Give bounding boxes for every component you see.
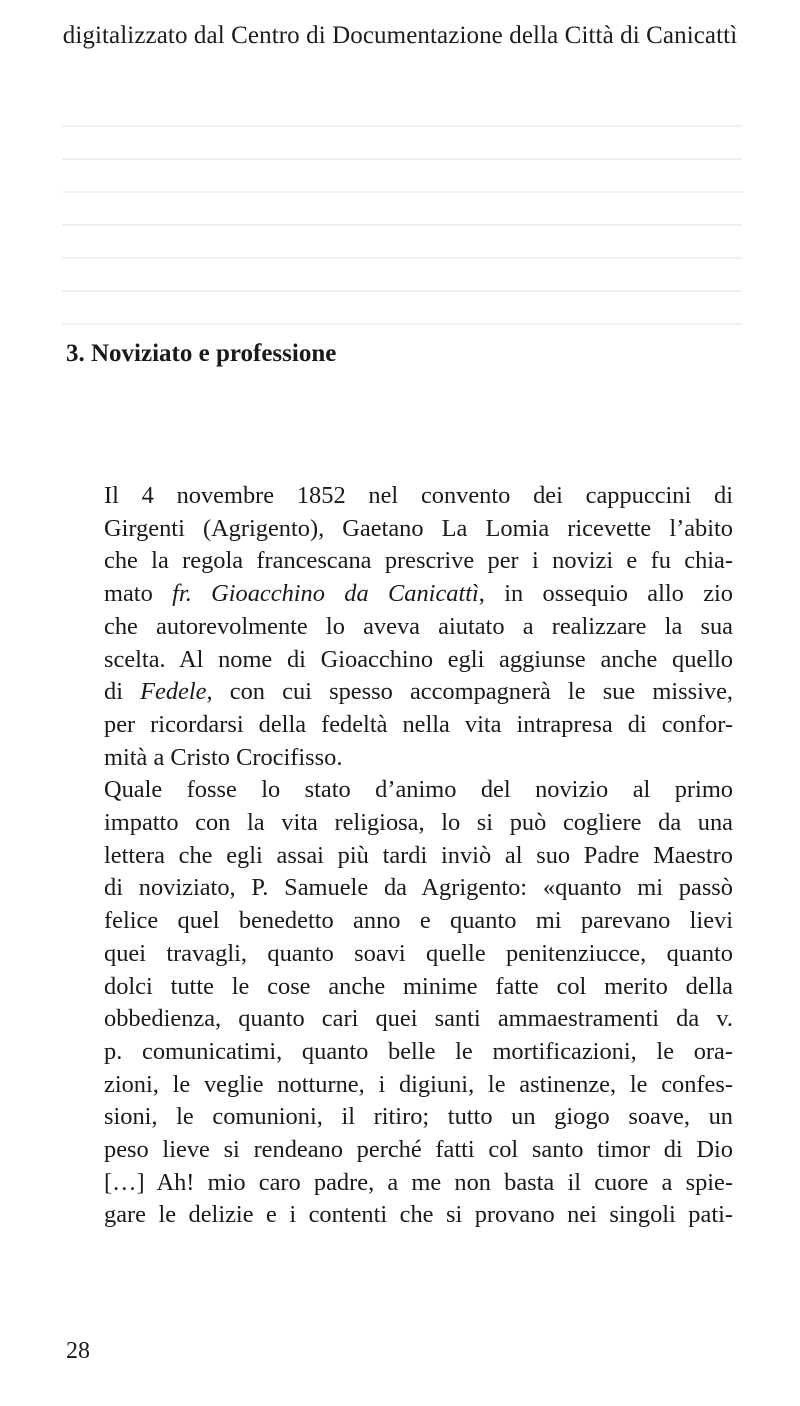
text-line: mità a Cristo Crocifisso. <box>104 743 343 771</box>
paragraph-1 <box>66 480 733 774</box>
text-line: Girgenti (Agrigento), Gaetano La Lomia ricevette l’abito <box>104 514 733 542</box>
italic-name: fr. Gioacchino da Canicattì <box>172 580 479 608</box>
text-line: che la regola francescana prescrive per i novizi e fu chia- <box>104 547 733 575</box>
text-line: felice quel benedetto anno e quanto mi parevano lievi <box>104 907 733 935</box>
text-line: sioni, le comunioni, il ritiro; tutto un giogo soave, un <box>104 1103 733 1131</box>
text-line: per ricordarsi della fedeltà nella vita intrapresa di confor- <box>104 710 733 738</box>
text-line: gare le delizie e i contenti che si provano nei singoli pati- <box>104 1201 733 1229</box>
text-line: p. comunicatimi, quanto belle le mortificazioni, le ora- <box>104 1037 733 1065</box>
text-line: di Fedele, con cui spesso accompagnerà le sue missive, <box>104 678 733 706</box>
text-line: Quale fosse lo stato d’animo del novizio al primo <box>104 776 733 804</box>
paragraph-2 <box>66 774 733 1232</box>
page-number: 28 <box>66 1338 90 1364</box>
text-line: impatto con la vita religiosa, lo si può cogliere da una <box>104 809 733 837</box>
italic-name: Fedele, <box>140 678 213 706</box>
digitization-note: digitalizzato dal Centro di Documentazione della Città di Canicattì <box>62 22 738 49</box>
body-text <box>66 480 733 1232</box>
text-line: scelta. Al nome di Gioacchino egli aggiunse anche quello <box>104 645 733 673</box>
text-line: […] Ah! mio caro padre, a me non basta il cuore a spie- <box>104 1168 733 1196</box>
section-title: 3. Noviziato e professione <box>66 340 337 367</box>
text-line: quei travagli, quanto soavi quelle penitenziucce, quanto <box>104 939 733 967</box>
text-line: di noviziato, P. Samuele da Agrigento: «quanto mi passò <box>104 874 733 902</box>
text-line: lettera che egli assai più tardi inviò al suo Padre Maestro <box>104 841 733 869</box>
text-line: zioni, le veglie notturne, i digiuni, le astinenze, le confes- <box>104 1070 733 1098</box>
text-line: mato fr. Gioacchino da Canicattì, in ossequio allo zio <box>104 580 733 608</box>
text-line: dolci tutte le cose anche minime fatte col merito della <box>104 972 733 1000</box>
text-line: Il 4 novembre 1852 nel convento dei cappuccini di <box>104 482 733 509</box>
text-line: obbedienza, quanto cari quei santi ammaestramenti da v. <box>104 1005 733 1033</box>
text-line: che autorevolmente lo aveva aiutato a realizzare la sua <box>104 612 733 640</box>
text-line: peso lieve si rendeano perché fatti col santo timor di Dio <box>104 1136 733 1164</box>
